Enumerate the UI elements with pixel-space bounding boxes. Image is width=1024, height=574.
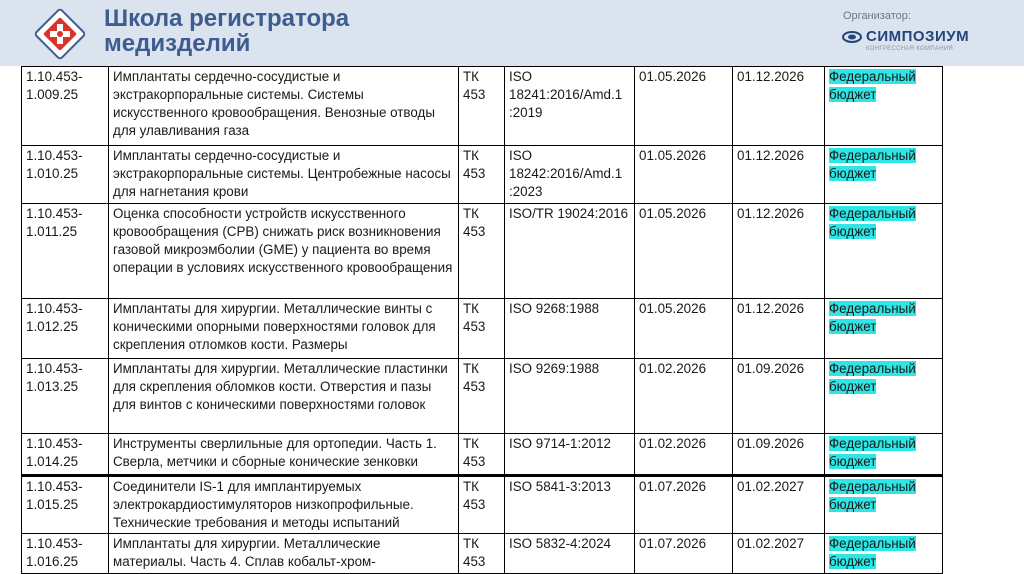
title-cell [109, 204, 459, 299]
start-date-cell [635, 534, 733, 574]
end-date-cell [733, 476, 825, 534]
funding-badge: Федеральный бюджет [829, 479, 916, 512]
tk-number: 453 [463, 224, 486, 239]
funding-badge: Федеральный бюджет [829, 536, 916, 569]
iso-standard: ISO 9269:1988 [509, 361, 600, 376]
title-cell [109, 67, 459, 146]
code-part-1: 1.10.453- [26, 206, 83, 221]
organizer-label: Организатор: [843, 10, 911, 22]
code-part-1: 1.10.453- [26, 436, 83, 451]
start-date-cell [635, 476, 733, 534]
iso-standard: ISO 5832-4:2024 [509, 536, 611, 551]
tk-label: ТК [463, 479, 479, 494]
tk-number: 453 [463, 319, 486, 334]
start-date-cell [635, 434, 733, 476]
symposium-logo-icon [842, 31, 862, 43]
iso-cell [505, 476, 635, 534]
iso-standard: ISO 9714-1:2012 [509, 436, 611, 451]
iso-cell [505, 67, 635, 146]
start-date: 01.07.2026 [639, 479, 707, 494]
table-row [22, 359, 943, 434]
tk-number: 453 [463, 454, 486, 469]
start-date-cell [635, 359, 733, 434]
table-row [22, 476, 943, 534]
code-part-2: 1.016.25 [26, 554, 79, 569]
funding-badge: Федеральный бюджет [829, 301, 916, 334]
end-date-cell [733, 67, 825, 146]
iso-standard: ISO 18242:2016/Amd.1 :2023 [509, 148, 623, 199]
iso-cell [505, 204, 635, 299]
iso-cell [505, 299, 635, 359]
tk-cell [459, 534, 505, 574]
iso-standard: ISO/TR 19024:2016 [509, 206, 629, 221]
tk-number: 453 [463, 87, 486, 102]
organizer-brand [842, 28, 969, 45]
standard-title: Имплантаты сердечно-сосудистые и экстракорпоральные системы. Центробежные насосы для нагнетания крови [113, 148, 451, 199]
tk-label: ТК [463, 148, 479, 163]
standard-title: Имплантаты для хирургии. Металлические пластинки для скрепления обломков кости. Отверстия и пазы для винтов с коническими поверхностями головок [113, 361, 448, 412]
standard-title: Имплантаты сердечно-сосудистые и экстракорпоральные системы. Системы искусственного кровообращения. Венозные отводы для улавливания газа [113, 69, 435, 138]
table-row [22, 534, 943, 574]
code-part-2: 1.014.25 [26, 454, 79, 469]
end-date: 01.12.2026 [737, 69, 805, 84]
code-part-2: 1.015.25 [26, 497, 79, 512]
iso-standard: ISO 18241:2016/Amd.1 :2019 [509, 69, 623, 120]
iso-cell [505, 359, 635, 434]
table-row [22, 434, 943, 476]
iso-cell [505, 146, 635, 204]
organizer-subtitle: КОНГРЕССНАЯ КОМПАНИЯ [866, 46, 954, 52]
end-date: 01.12.2026 [737, 148, 805, 163]
code-part-2: 1.009.25 [26, 87, 79, 102]
tk-label: ТК [463, 69, 479, 84]
start-date: 01.07.2026 [639, 536, 707, 551]
title-cell [109, 534, 459, 574]
code-part-1: 1.10.453- [26, 361, 83, 376]
funding-badge: Федеральный бюджет [829, 436, 916, 469]
code-cell [22, 476, 109, 534]
start-date: 01.05.2026 [639, 301, 707, 316]
tk-label: ТК [463, 206, 479, 221]
header-banner [0, 0, 1024, 66]
code-part-2: 1.012.25 [26, 319, 79, 334]
code-cell [22, 146, 109, 204]
start-date: 01.05.2026 [639, 69, 707, 84]
end-date-cell [733, 204, 825, 299]
standards-table [21, 66, 943, 574]
end-date-cell [733, 434, 825, 476]
standard-title: Имплантаты для хирургии. Металлические винты с коническими опорными поверхностями головок для скрепления отломков кости. Размеры [113, 301, 436, 352]
table-row [22, 67, 943, 146]
start-date: 01.05.2026 [639, 148, 707, 163]
tk-label: ТК [463, 536, 479, 551]
tk-cell [459, 204, 505, 299]
organizer-name: СИМПОЗИУМ [866, 28, 970, 45]
title-line-2: медизделий [104, 30, 251, 57]
iso-standard: ISO 5841-3:2013 [509, 479, 611, 494]
tk-label: ТК [463, 361, 479, 376]
end-date-cell [733, 359, 825, 434]
code-cell [22, 359, 109, 434]
school-logo-icon [32, 6, 88, 62]
end-date: 01.02.2027 [737, 479, 805, 494]
tk-number: 453 [463, 497, 486, 512]
iso-cell [505, 434, 635, 476]
end-date-cell [733, 299, 825, 359]
end-date-cell [733, 534, 825, 574]
title-cell [109, 476, 459, 534]
title-line-1: Школа регистратора [104, 5, 350, 32]
funding-cell [825, 359, 943, 434]
code-part-1: 1.10.453- [26, 536, 83, 551]
table-row [22, 299, 943, 359]
tk-cell [459, 67, 505, 146]
standard-title: Оценка способности устройств искусственного кровообращения (CPB) снижать риск возникновения газовой микроэмболии (GME) у пациента во время операции в условиях искусственного кровообращения [113, 206, 453, 275]
code-part-1: 1.10.453- [26, 148, 83, 163]
tk-label: ТК [463, 301, 479, 316]
start-date: 01.02.2026 [639, 436, 707, 451]
standard-title: Инструменты сверлильные для ортопедии. Часть 1. Сверла, метчики и сборные конические зенковки [113, 436, 437, 469]
tk-cell [459, 434, 505, 476]
end-date: 01.09.2026 [737, 361, 805, 376]
table-row [22, 204, 943, 299]
standard-title: Соединители IS-1 для имплантируемых электрокардиостимуляторов низкопрофильные. Технические требования и методы испытаний [113, 479, 414, 530]
standard-title: Имплантаты для хирургии. Металлические материалы. Часть 4. Сплав кобальт-хром- [113, 536, 381, 569]
code-part-2: 1.011.25 [26, 224, 78, 239]
funding-badge: Федеральный бюджет [829, 148, 916, 181]
funding-cell [825, 534, 943, 574]
end-date: 01.02.2027 [737, 536, 805, 551]
start-date-cell [635, 299, 733, 359]
code-cell [22, 534, 109, 574]
code-cell [22, 204, 109, 299]
start-date-cell [635, 67, 733, 146]
funding-cell [825, 204, 943, 299]
tk-number: 453 [463, 379, 486, 394]
tk-cell [459, 359, 505, 434]
funding-badge: Федеральный бюджет [829, 206, 916, 239]
code-part-1: 1.10.453- [26, 301, 83, 316]
table-row [22, 146, 943, 204]
title-cell [109, 146, 459, 204]
tk-cell [459, 299, 505, 359]
end-date-cell [733, 146, 825, 204]
code-part-1: 1.10.453- [26, 479, 83, 494]
code-cell [22, 434, 109, 476]
start-date-cell [635, 204, 733, 299]
end-date: 01.12.2026 [737, 301, 805, 316]
tk-label: ТК [463, 436, 479, 451]
iso-standard: ISO 9268:1988 [509, 301, 600, 316]
tk-number: 453 [463, 166, 486, 181]
funding-cell [825, 299, 943, 359]
title-cell [109, 434, 459, 476]
code-part-2: 1.010.25 [26, 166, 79, 181]
page-title [104, 6, 349, 56]
funding-cell [825, 434, 943, 476]
tk-number: 453 [463, 554, 486, 569]
funding-badge: Федеральный бюджет [829, 69, 916, 102]
code-cell [22, 67, 109, 146]
funding-cell [825, 476, 943, 534]
tk-cell [459, 146, 505, 204]
start-date: 01.02.2026 [639, 361, 707, 376]
tk-cell [459, 476, 505, 534]
start-date: 01.05.2026 [639, 206, 707, 221]
title-cell [109, 359, 459, 434]
end-date: 01.09.2026 [737, 436, 805, 451]
funding-cell [825, 146, 943, 204]
funding-badge: Федеральный бюджет [829, 361, 916, 394]
title-cell [109, 299, 459, 359]
code-part-1: 1.10.453- [26, 69, 83, 84]
iso-cell [505, 534, 635, 574]
start-date-cell [635, 146, 733, 204]
funding-cell [825, 67, 943, 146]
code-cell [22, 299, 109, 359]
end-date: 01.12.2026 [737, 206, 805, 221]
code-part-2: 1.013.25 [26, 379, 79, 394]
